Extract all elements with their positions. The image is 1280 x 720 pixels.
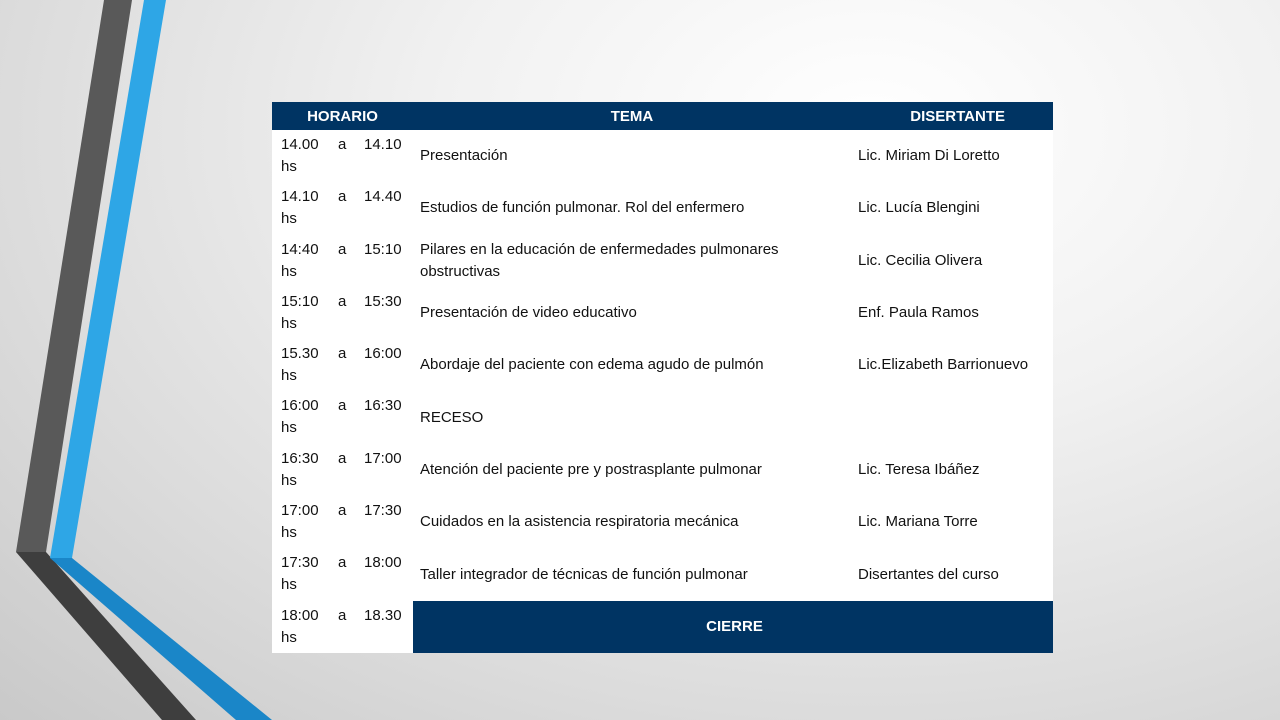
time-range — [281, 395, 413, 417]
time-separator: a — [338, 240, 347, 258]
time-separator: a — [338, 449, 347, 467]
time-range — [281, 605, 413, 627]
time-cell — [272, 391, 413, 443]
time-from: 14.10 — [281, 188, 319, 206]
speaker-cell — [851, 391, 1053, 443]
topic-cell — [413, 235, 851, 287]
topic-text: Cuidados en la asistencia respiratoria mecánica — [420, 513, 739, 531]
time-unit: hs — [281, 628, 297, 646]
schedule-table — [272, 102, 1053, 653]
speaker-cell — [851, 548, 1053, 600]
time-cell — [272, 287, 413, 339]
time-from: 14:40 — [281, 240, 319, 258]
time-separator: a — [338, 554, 347, 572]
speaker-cell — [851, 130, 1053, 182]
time-to: 15:10 — [364, 240, 402, 258]
speaker-cell — [851, 182, 1053, 234]
speaker-text: Lic. Lucía Blengini — [858, 199, 980, 217]
time-range — [281, 448, 413, 470]
time-range — [281, 552, 413, 574]
topic-cell — [413, 444, 851, 496]
topic-text: RECESO — [420, 408, 484, 426]
header-row — [272, 102, 1053, 130]
speaker-text: Disertantes del curso — [858, 565, 999, 583]
time-from: 14.00 — [281, 136, 319, 153]
time-to: 17:00 — [364, 449, 402, 467]
time-separator: a — [338, 606, 347, 624]
time-from: 15.30 — [281, 345, 319, 363]
speaker-text: Lic. Mariana Torre — [858, 513, 978, 531]
time-to: 14.10 — [364, 136, 402, 153]
table-row — [272, 130, 1053, 182]
time-from: 17:00 — [281, 502, 319, 520]
time-cell — [272, 339, 413, 391]
time-from: 17:30 — [281, 554, 319, 572]
time-to: 16:00 — [364, 345, 402, 363]
time-to: 18.30 — [364, 606, 402, 624]
table-row — [272, 548, 1053, 600]
schedule-body — [272, 130, 1053, 653]
time-unit: hs — [281, 314, 297, 332]
time-cell — [272, 182, 413, 234]
speaker-cell — [851, 496, 1053, 548]
speaker-text: Lic. Teresa Ibáñez — [858, 460, 980, 478]
topic-text: Taller integrador de técnicas de función pulmonar — [420, 565, 748, 583]
topic-cell — [413, 130, 851, 182]
topic-text: Atención del paciente pre y postrasplante pulmonar — [420, 460, 762, 478]
time-unit: hs — [281, 524, 297, 542]
gray-stripe-lower — [16, 552, 196, 720]
header-disertante: DISERTANTE — [851, 102, 1053, 130]
time-to: 17:30 — [364, 502, 402, 520]
topic-text: Pilares en la educación de enfermedades pulmonares obstructivas — [420, 240, 779, 280]
table-row — [272, 339, 1053, 391]
time-separator: a — [338, 345, 347, 363]
time-unit: hs — [281, 158, 297, 175]
time-range — [281, 186, 413, 208]
speaker-text: Lic. Cecilia Olivera — [858, 251, 983, 269]
time-cell — [272, 444, 413, 496]
topic-text: Presentación de video educativo — [420, 304, 637, 322]
time-cell — [272, 130, 413, 182]
topic-cell — [413, 339, 851, 391]
time-cell — [272, 235, 413, 287]
time-range — [281, 500, 413, 522]
closing-label: CIERRE — [413, 601, 1053, 653]
table-row — [272, 182, 1053, 234]
time-from: 16:30 — [281, 449, 319, 467]
topic-text: Estudios de función pulmonar. Rol del enfermero — [420, 199, 745, 217]
time-separator: a — [338, 502, 347, 520]
table-row — [272, 287, 1053, 339]
topic-cell — [413, 496, 851, 548]
time-from: 15:10 — [281, 292, 319, 310]
table-row — [272, 235, 1053, 287]
time-cell — [272, 548, 413, 600]
time-cell — [272, 601, 413, 653]
table-row — [272, 444, 1053, 496]
speaker-text: Lic. Miriam Di Loretto — [858, 147, 1000, 165]
speaker-text: Lic.Elizabeth Barrionuevo — [858, 356, 1029, 374]
time-unit: hs — [281, 576, 297, 594]
time-to: 18:00 — [364, 554, 402, 572]
table-row — [272, 391, 1053, 443]
topic-cell — [413, 548, 851, 600]
time-separator: a — [338, 292, 347, 310]
speaker-cell — [851, 339, 1053, 391]
speaker-cell — [851, 444, 1053, 496]
speaker-cell — [851, 287, 1053, 339]
time-separator: a — [338, 397, 347, 415]
topic-text: Presentación — [420, 147, 508, 165]
time-separator: a — [338, 188, 347, 206]
time-from: 18:00 — [281, 606, 319, 624]
closing-row — [272, 601, 1053, 653]
time-unit: hs — [281, 471, 297, 489]
table-row — [272, 496, 1053, 548]
speaker-text: Enf. Paula Ramos — [858, 304, 979, 322]
speaker-cell — [851, 235, 1053, 287]
time-unit: hs — [281, 210, 297, 228]
topic-cell — [413, 391, 851, 443]
header-tema: TEMA — [413, 102, 851, 130]
time-range — [281, 134, 413, 156]
time-unit: hs — [281, 262, 297, 280]
time-cell — [272, 496, 413, 548]
header-horario: HORARIO — [272, 102, 413, 130]
time-to: 14.40 — [364, 188, 402, 206]
time-separator: a — [338, 136, 347, 153]
topic-text: Abordaje del paciente con edema agudo de pulmón — [420, 356, 764, 374]
topic-cell — [413, 287, 851, 339]
topic-cell — [413, 182, 851, 234]
time-range — [281, 291, 413, 313]
time-to: 16:30 — [364, 397, 402, 415]
time-to: 15:30 — [364, 292, 402, 310]
time-from: 16:00 — [281, 397, 319, 415]
time-range — [281, 239, 413, 261]
time-unit: hs — [281, 367, 297, 385]
time-unit: hs — [281, 419, 297, 437]
time-range — [281, 343, 413, 365]
